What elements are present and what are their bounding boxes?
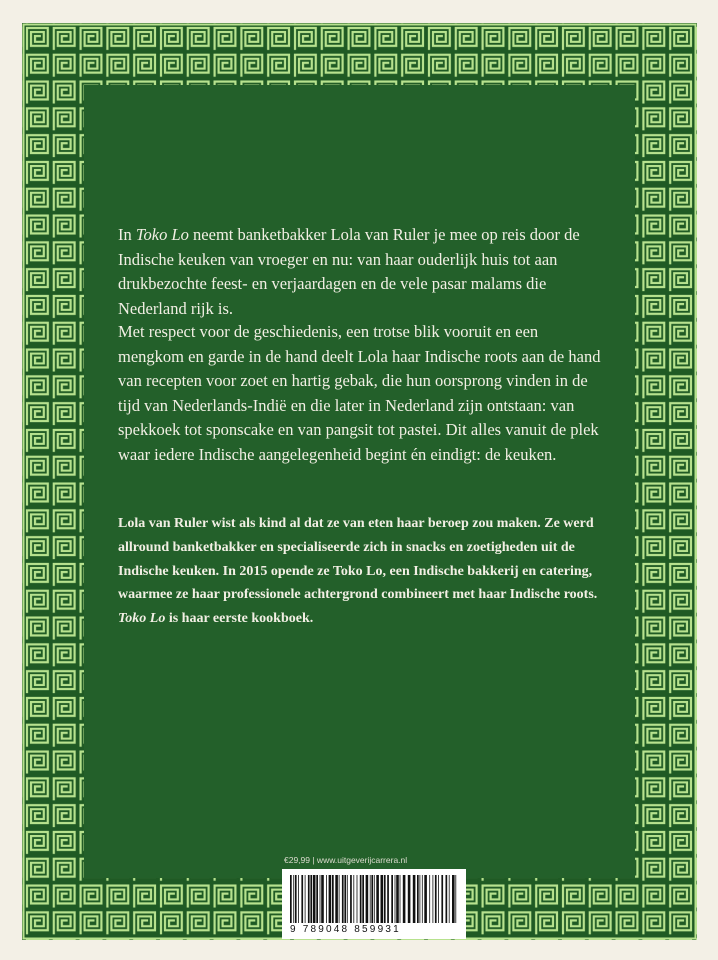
barcode-bar [350,875,352,923]
barcode [282,869,466,939]
barcode-bar [295,875,297,923]
barcode-bar [374,875,375,923]
barcode-bar [413,875,416,923]
barcode-bar [396,875,399,923]
back-cover [22,23,697,940]
barcode-bar [342,875,344,923]
author-bio-text: Lola van Ruler wist als kind al dat ze van eten haar beroep zou maken. Ze werd allround banketbakker en specialiseerde zich in snacks en zoetigheden uit de Indische keuken. In 2015 opende ze Toko Lo, een Indische bakkerij en catering, waarmee ze haar professionele achtergrond combineert met haar Indische roots. [118,516,598,603]
barcode-bar [371,875,373,923]
blurb-p1-pre: In [118,225,136,244]
author-bio [118,512,618,631]
blurb-p1-text: neemt banketbakker Lola van Ruler je mee op reis door de Indische keuken van vroeger en nu: van haar ouderlijk huis tot aan drukbezochte feest- en verjaardagen en de vele pasar malams die Nederland rijk is. [118,225,580,318]
barcode-bar [360,875,362,923]
barcode-bar [435,875,437,923]
barcode-bar [400,875,401,923]
barcode-bar [305,875,306,923]
author-bio-end: is haar eerste kookboek. [165,611,314,627]
barcode-bar [301,875,303,923]
barcode-bar [347,875,348,923]
barcode-bar [370,875,371,923]
barcode-bar [391,875,393,923]
price-and-website: €29,99 | www.uitgeverijcarrera.nl [284,855,408,865]
barcode-bar [308,875,310,923]
book-title-italic: Toko Lo [135,225,189,244]
barcode-bar [366,875,369,923]
barcode-bar [455,875,456,923]
barcode-bar [290,875,292,923]
blurb-p2-text: Met respect voor de geschiedenis, een trotse blik vooruit en een mengkom en garde in de hand deelt Lola haar Indische roots aan de hand van recepten voor zoet en hartig gebak, die hun oorsprong vinden in de tijd van Nederlands-Indië en die later in Nederland zijn ontstaan: van spekkoek tot sponscake en van pangsit tot pastei. Dit alles vanuit de plek waar iedere Indische aangelegenheid begint én eindigt: de keuken. [118,322,601,464]
barcode-bar [326,875,327,923]
barcode-bar [424,875,427,923]
barcode-bar [310,875,312,923]
barcode-bar [357,875,358,923]
barcode-bar [339,875,340,923]
barcode-bar [335,875,338,923]
blurb-paragraph-1 [118,223,608,321]
barcode-bar [320,875,321,923]
barcode-bar [321,875,324,923]
barcode-bar [422,875,423,923]
barcode-bar [353,875,354,923]
barcode-bar [403,875,406,923]
barcode-bar [313,875,316,923]
isbn-digits: 9 789048 859931 [290,924,401,935]
barcode-bar [293,875,294,923]
barcode-bar [395,875,396,923]
barcode-bar [384,875,386,923]
cover-panel [84,85,635,878]
blurb-paragraph-2 [118,320,608,468]
barcode-bar [332,875,334,923]
barcode-bar [417,875,419,923]
barcode-bar [438,875,439,923]
barcode-bar [329,875,332,923]
barcode-bar [446,875,448,923]
author-bio-title-italic: Toko Lo [118,611,166,627]
barcode-bar [429,875,430,923]
barcode-bar [420,875,421,923]
barcode-bar [362,875,364,923]
barcode-bar [408,875,411,923]
barcode-bar [298,875,299,923]
barcode-bars [290,875,458,923]
barcode-bar [441,875,443,923]
barcode-bar [316,875,318,923]
barcode-bar [381,875,384,923]
barcode-bar [387,875,389,923]
barcode-bar [452,875,455,923]
barcode-bar [449,875,450,923]
barcode-bar [376,875,379,923]
barcode-bar [344,875,346,923]
barcode-bar [433,875,434,923]
